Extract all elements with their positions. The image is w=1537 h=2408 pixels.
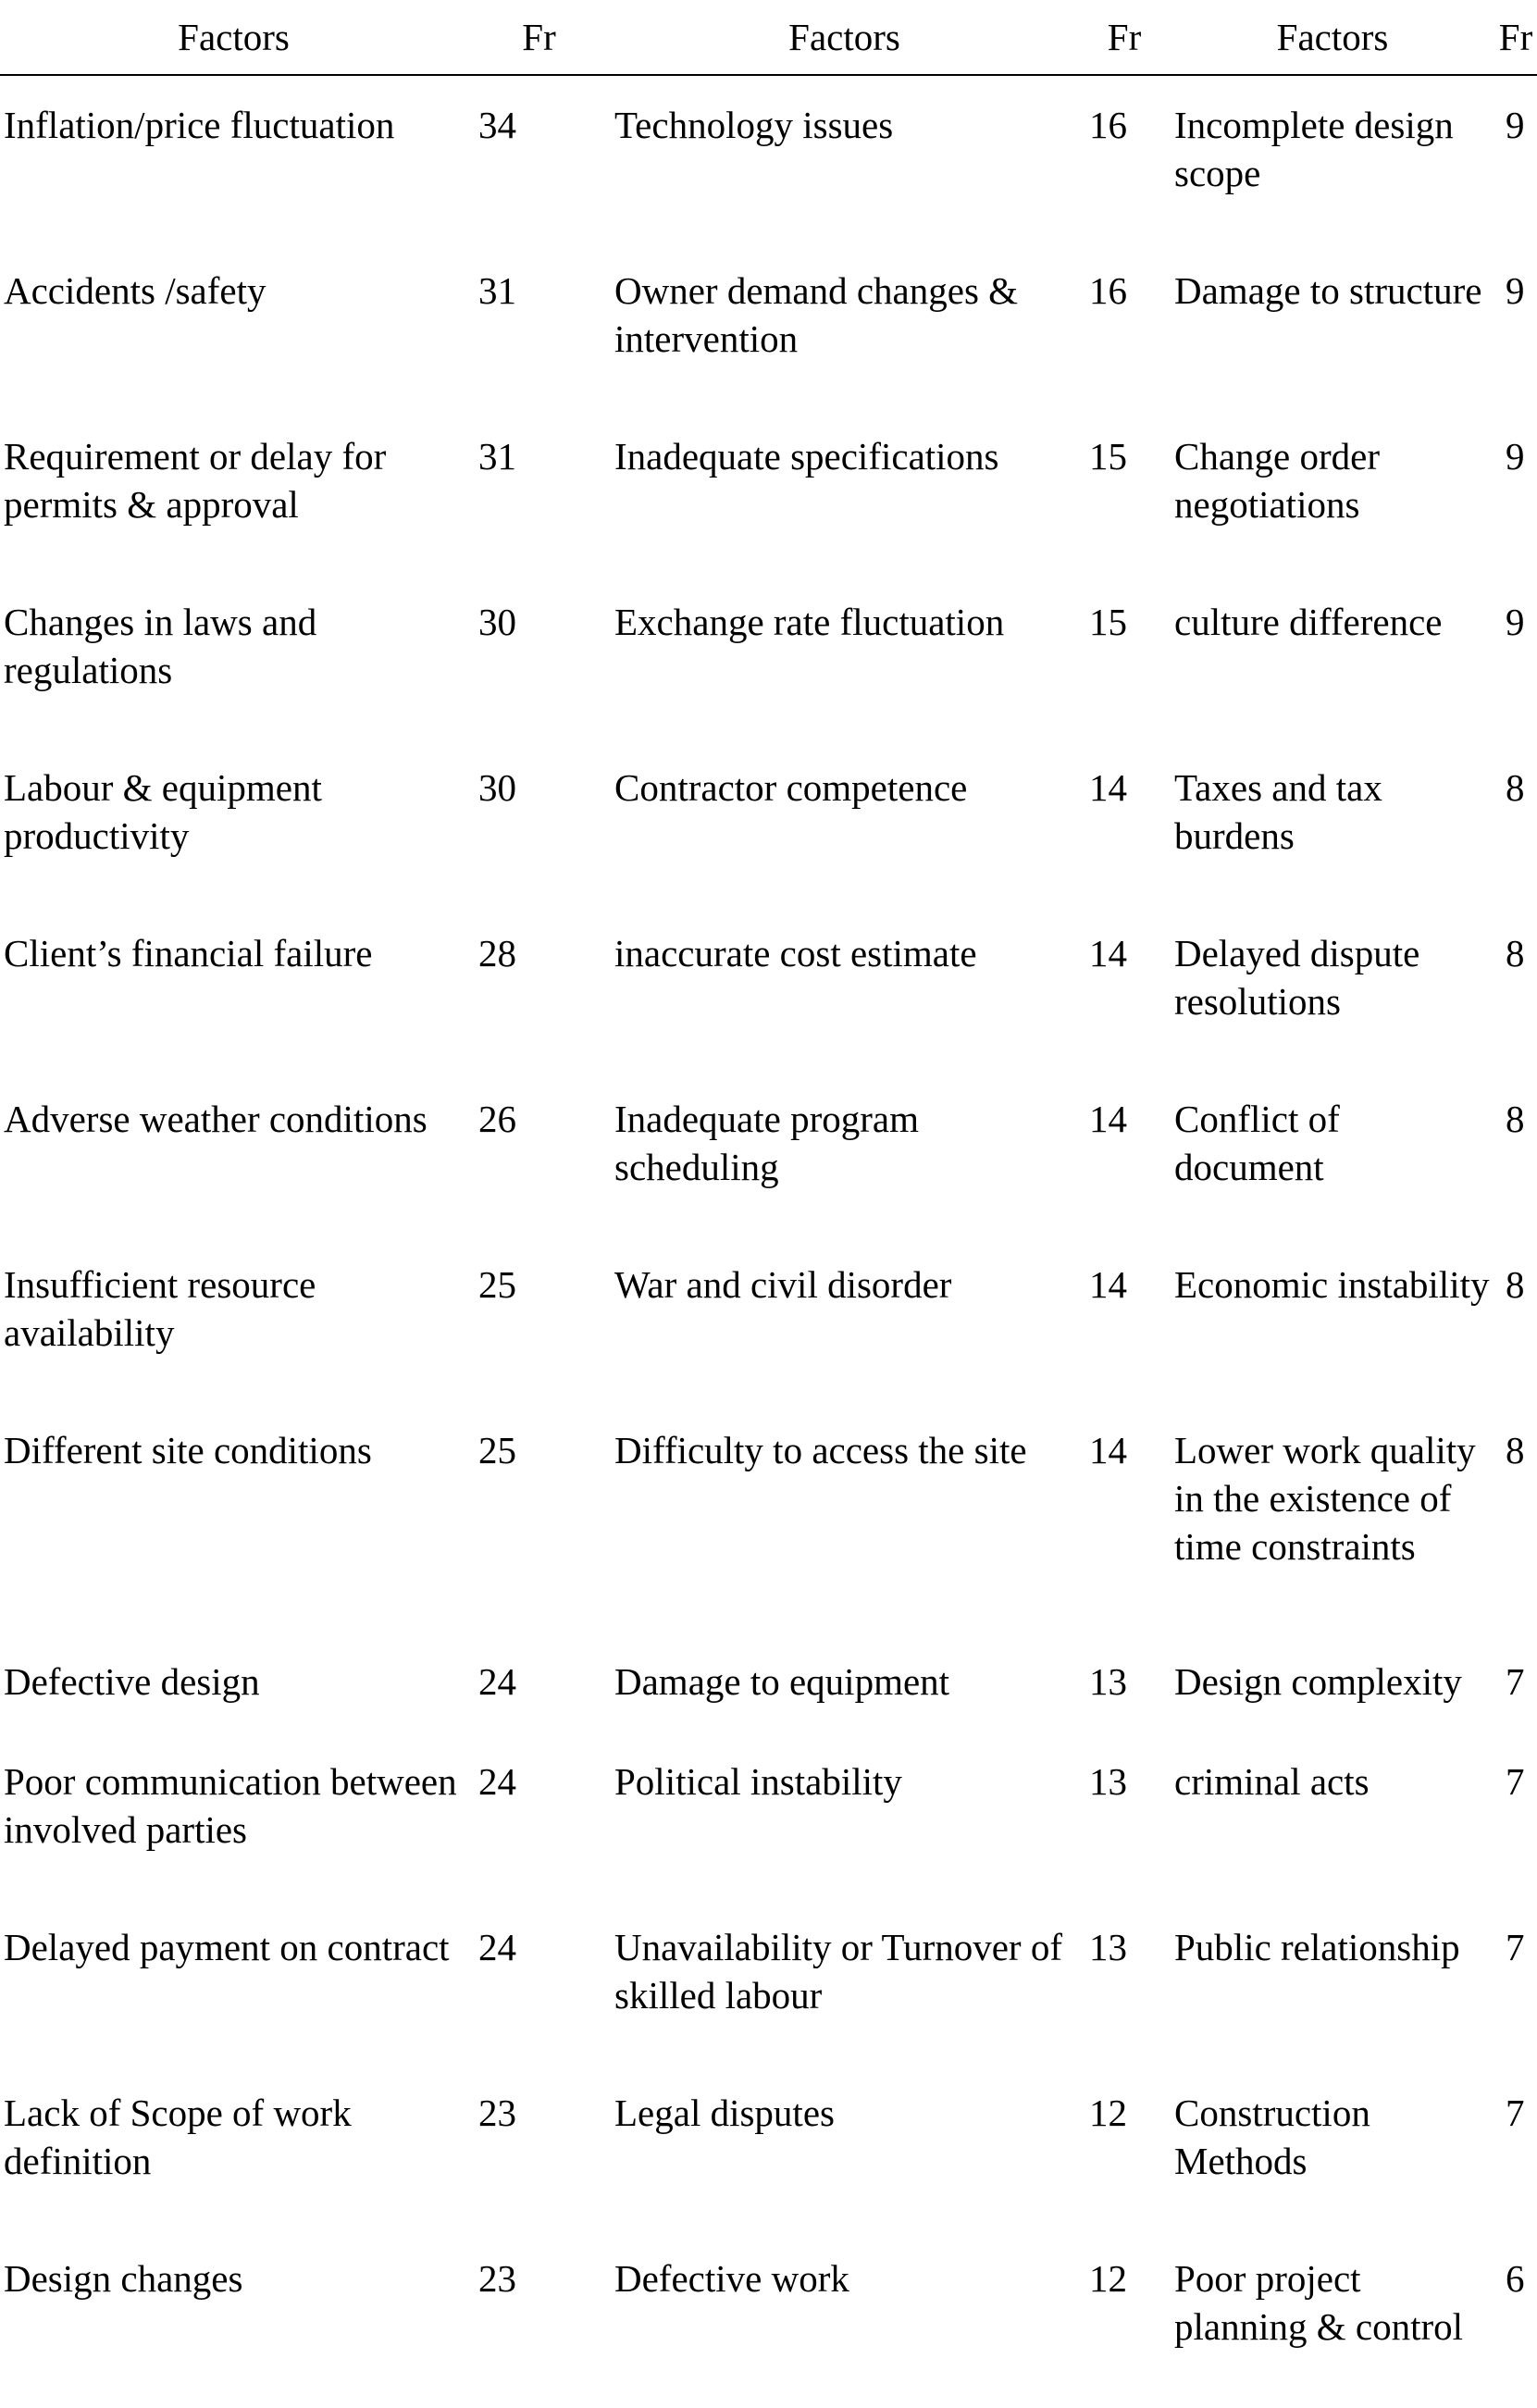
frequency-cell: 34 <box>478 104 516 146</box>
table-row <box>0 1401 1537 1632</box>
frequency-cell: 28 <box>478 932 516 975</box>
frequency-cell: 7 <box>1506 1926 1525 1969</box>
column-header-factors: Factors <box>611 0 1078 75</box>
frequency-cell: 7 <box>1506 1760 1525 1804</box>
header-row <box>0 0 1537 75</box>
frequency-cell: 16 <box>1089 104 1127 146</box>
factor-cell: criminal acts <box>1174 1760 1370 1804</box>
factor-cell: Different site conditions <box>4 1429 372 1472</box>
factor-cell: Difficulty to access the site <box>614 1429 1027 1472</box>
factor-cell: Inadequate program scheduling <box>614 1098 919 1189</box>
factor-cell: culture difference <box>1174 601 1443 644</box>
factor-cell: Labour & equipment productivity <box>4 766 322 858</box>
frequency-cell: 9 <box>1506 435 1525 478</box>
frequency-cell: 7 <box>1506 1660 1525 1704</box>
factor-cell: Delayed payment on contract <box>4 1926 450 1969</box>
table-row <box>0 1632 1537 1732</box>
column-header-factors: Factors <box>0 0 467 75</box>
factor-cell: Defective work <box>614 2257 849 2301</box>
frequency-cell: 13 <box>1089 1660 1127 1704</box>
table-row <box>0 2229 1537 2408</box>
factor-cell: Economic instability <box>1174 1263 1490 1307</box>
frequency-cell: 13 <box>1089 1926 1127 1969</box>
factor-cell: Conflict of document <box>1174 1098 1340 1189</box>
frequency-cell: 31 <box>478 435 516 478</box>
factor-cell: Taxes and tax burdens <box>1174 766 1382 858</box>
frequency-cell: 16 <box>1089 269 1127 313</box>
column-header-fr: Fr <box>1078 0 1171 75</box>
factor-cell: Owner demand changes & intervention <box>614 269 1019 361</box>
frequency-cell: 30 <box>478 766 516 810</box>
factor-cell: Insufficient resource availability <box>4 1263 316 1355</box>
table-row <box>0 904 1537 1070</box>
frequency-cell: 9 <box>1506 104 1525 146</box>
factor-cell: Damage to equipment <box>614 1660 950 1704</box>
frequency-cell: 13 <box>1089 1760 1127 1804</box>
frequency-cell: 24 <box>478 1760 516 1804</box>
table-row <box>0 75 1537 242</box>
factor-cell: Incomplete design scope <box>1174 104 1454 194</box>
frequency-cell: 12 <box>1089 2257 1127 2301</box>
factor-cell: Design complexity <box>1174 1660 1462 1704</box>
frequency-cell: 7 <box>1506 2091 1525 2135</box>
factor-cell: Accidents /safety <box>4 269 266 313</box>
factor-cell: Contractor competence <box>614 766 968 810</box>
table-row <box>0 242 1537 407</box>
frequency-cell: 15 <box>1089 601 1127 644</box>
table-row <box>0 739 1537 904</box>
factor-cell: Damage to structure <box>1174 269 1482 313</box>
factor-cell: Changes in laws and regulations <box>4 601 317 692</box>
factor-cell: Design changes <box>4 2257 243 2301</box>
frequency-cell: 14 <box>1089 1263 1127 1307</box>
frequency-cell: 23 <box>478 2091 516 2135</box>
factor-cell: Inadequate specifications <box>614 435 999 478</box>
table-row <box>0 1070 1537 1235</box>
frequency-cell: 23 <box>478 2257 516 2301</box>
table-row <box>0 1898 1537 2064</box>
factor-cell: Client’s financial failure <box>4 932 373 975</box>
factor-cell: Technology issues <box>614 104 894 146</box>
table-row <box>0 407 1537 573</box>
frequency-cell: 31 <box>478 269 516 313</box>
factor-cell: Change order negotiations <box>1174 435 1380 527</box>
factor-cell: Defective design <box>4 1660 260 1704</box>
frequency-cell: 8 <box>1506 932 1525 975</box>
frequency-cell: 8 <box>1506 1429 1525 1472</box>
factor-cell: Legal disputes <box>614 2091 835 2135</box>
frequency-cell: 24 <box>478 1660 516 1704</box>
factor-cell: Inflation/price fluctuation <box>4 104 395 146</box>
factor-cell: Exchange rate fluctuation <box>614 601 1005 644</box>
frequency-cell: 25 <box>478 1263 516 1307</box>
factor-cell: Lower work quality in the existence of time constraints <box>1174 1429 1476 1569</box>
frequency-cell: 30 <box>478 601 516 644</box>
table-body <box>0 75 1537 2408</box>
factor-cell: Lack of Scope of work definition <box>4 2091 352 2183</box>
factor-cell: Construction Methods <box>1174 2091 1370 2183</box>
column-header-fr: Fr <box>1494 0 1537 75</box>
frequency-cell: 26 <box>478 1098 516 1141</box>
frequency-cell: 15 <box>1089 435 1127 478</box>
frequency-cell: 12 <box>1089 2091 1127 2135</box>
factor-cell: Poor project planning & control <box>1174 2257 1464 2349</box>
factor-cell: Requirement or delay for permits & approval <box>4 435 387 527</box>
frequency-cell: 24 <box>478 1926 516 1969</box>
factor-cell: Political instability <box>614 1760 902 1804</box>
table-row <box>0 2064 1537 2229</box>
frequency-cell: 25 <box>478 1429 516 1472</box>
frequency-cell: 14 <box>1089 1098 1127 1141</box>
table-row <box>0 1235 1537 1401</box>
factor-cell: Poor communication between involved parties <box>4 1760 457 1852</box>
column-header-factors: Factors <box>1171 0 1494 75</box>
factor-cell: Public relationship <box>1174 1926 1460 1969</box>
frequency-cell: 14 <box>1089 766 1127 810</box>
frequency-cell: 8 <box>1506 1263 1525 1307</box>
factor-cell: inaccurate cost estimate <box>614 932 977 975</box>
factor-cell: Unavailability or Turnover of skilled labour <box>614 1926 1062 2017</box>
frequency-cell: 14 <box>1089 932 1127 975</box>
frequency-cell: 14 <box>1089 1429 1127 1472</box>
factor-cell: War and civil disorder <box>614 1263 952 1307</box>
frequency-cell: 6 <box>1506 2257 1525 2301</box>
table-row <box>0 1732 1537 1898</box>
factor-cell: Delayed dispute resolutions <box>1174 932 1420 1024</box>
factor-cell: Adverse weather conditions <box>4 1098 428 1141</box>
frequency-cell: 9 <box>1506 601 1525 644</box>
frequency-cell: 9 <box>1506 269 1525 313</box>
table-row <box>0 573 1537 739</box>
frequency-cell: 8 <box>1506 766 1525 810</box>
frequency-cell: 8 <box>1506 1098 1525 1141</box>
column-header-fr: Fr <box>467 0 611 75</box>
